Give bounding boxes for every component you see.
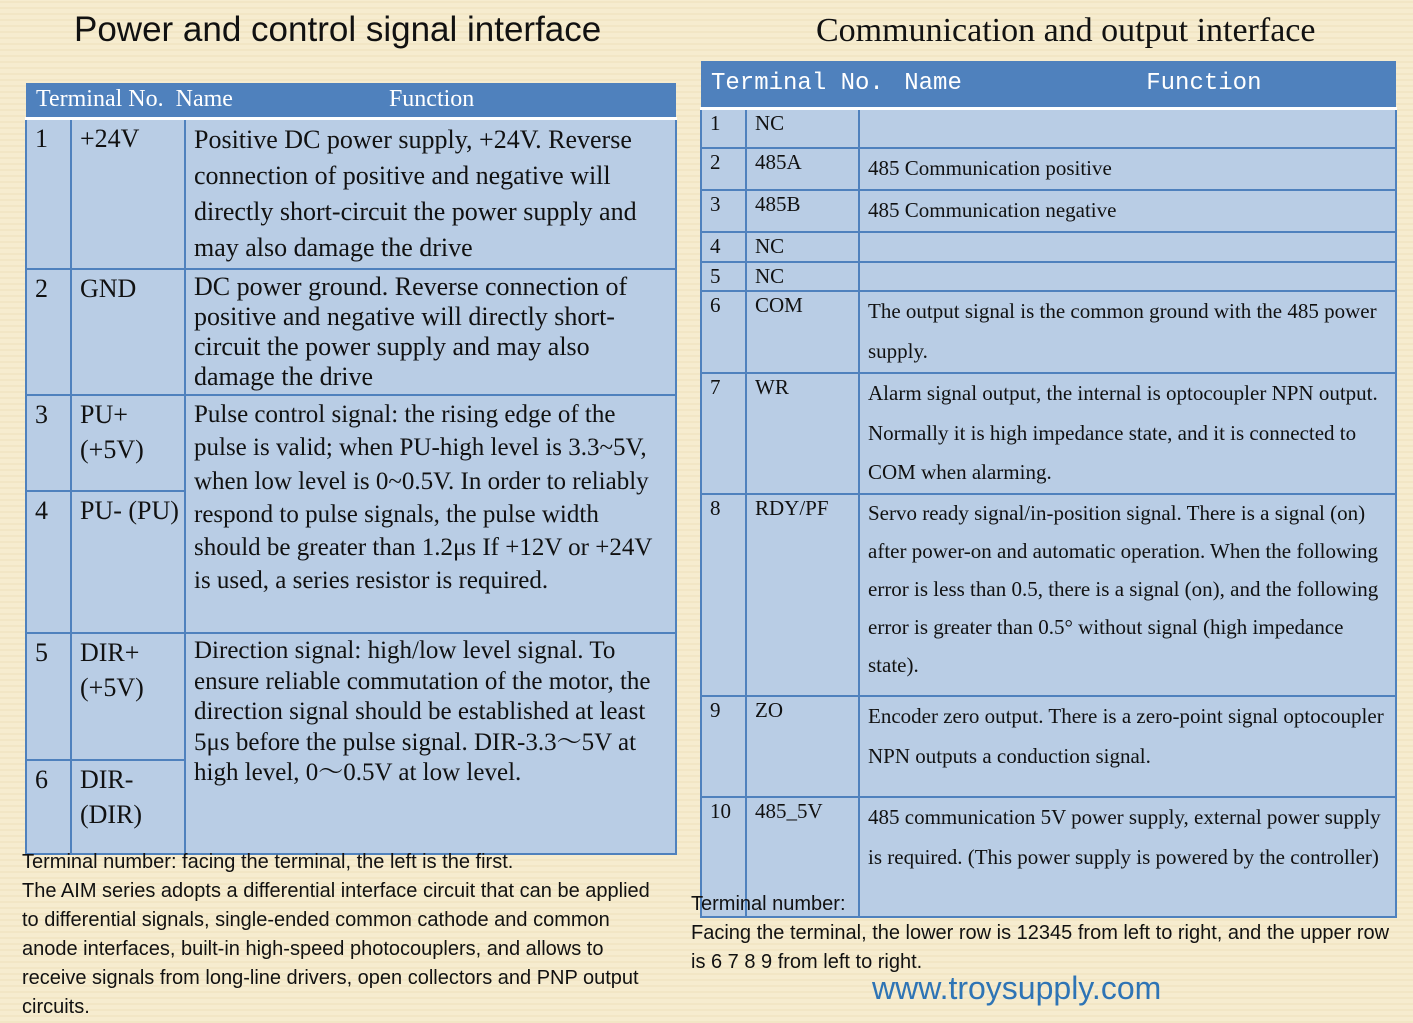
terminal-function: Servo ready signal/in-position signal. There is a signal (on) after power-on and automatic operation. When the following error is less than 0.5, there is a signal (on), and the following error is greater than 0.5° without signal (high impedance state). — [859, 494, 1396, 696]
left-note-terminal: Terminal number: facing the terminal, the left is the first. — [22, 851, 514, 873]
website-link[interactable]: www.troysupply.com — [872, 970, 1162, 1006]
table-row — [26, 395, 676, 491]
terminal-number: 1 — [701, 108, 746, 148]
terminal-name: COM — [746, 291, 859, 373]
header-name: Name — [175, 86, 233, 113]
table-row — [701, 232, 1396, 262]
table-row — [701, 262, 1396, 291]
terminal-name: PU- (PU) — [71, 491, 185, 633]
header-terminal: Terminal No. — [36, 86, 164, 113]
right-title: Communication and output interface — [816, 12, 1316, 49]
terminal-name: GND — [71, 269, 185, 396]
terminal-function: 485 Communication positive — [859, 148, 1396, 190]
table-row — [701, 494, 1396, 696]
header-terminal: Terminal No. — [711, 70, 884, 97]
terminal-number: 7 — [701, 373, 746, 495]
terminal-name: RDY/PF — [746, 494, 859, 696]
terminal-number: 6 — [701, 291, 746, 373]
terminal-function — [859, 262, 1396, 291]
table-row — [701, 190, 1396, 232]
terminal-number: 10 — [701, 797, 746, 917]
left-note-series: The AIM series adopts a differential interface circuit that can be applied to differential signals, single-ended common cathode and common anode interfaces, built-in high-speed photocouplers, and allows to receive signals from long-line drivers, open collectors and PNP output circuits. — [22, 880, 650, 1018]
header-cells — [701, 61, 1396, 108]
terminal-name: ZO — [746, 696, 859, 797]
table-row — [26, 633, 676, 760]
right-note-label: Terminal number: — [691, 893, 846, 915]
table-row — [701, 291, 1396, 373]
table-row — [701, 148, 1396, 190]
terminal-function: Pulse control signal: the rising edge of the pulse is valid; when PU-high level is 3.3~5V, when low level is 0~0.5V. In order to reliably respond to pulse signals, the pulse width should be greater than 1.2μs If +12V or +24V is used, a series resistor is required. — [185, 395, 676, 633]
table-row — [701, 696, 1396, 797]
terminal-function: 485 Communication negative — [859, 190, 1396, 232]
terminal-name: PU+ (+5V) — [71, 395, 185, 491]
terminal-function: Positive DC power supply, +24V. Reverse connection of positive and negative will directly short-circuit the power supply and may also damage the drive — [185, 119, 676, 269]
terminal-function: Direction signal: high/low level signal. To ensure reliable commutation of the motor, the direction signal should be established at least 5μs before the pulse signal. DIR-3.3～5V at high level, 0～0.5V at low level. — [185, 633, 676, 854]
terminal-name: 485_5V — [746, 797, 859, 917]
terminal-name: WR — [746, 373, 859, 495]
terminal-name: NC — [746, 108, 859, 148]
terminal-name: NC — [746, 262, 859, 291]
terminal-name: NC — [746, 232, 859, 262]
terminal-name: +24V — [71, 119, 185, 269]
terminal-function: Encoder zero output. There is a zero-point signal optocoupler NPN outputs a conduction signal. — [859, 696, 1396, 797]
table-row — [26, 269, 676, 396]
terminal-number: 4 — [701, 232, 746, 262]
header-function: Function — [388, 86, 475, 113]
header-name: Name — [904, 70, 962, 97]
power-control-table — [25, 83, 677, 855]
terminal-name: DIR- (DIR) — [71, 760, 185, 854]
right-note-detail: Facing the terminal, the lower row is 12345 from left to right, and the upper row is 6 7 8 9 from left to right. — [691, 922, 1390, 973]
left-title: Power and control signal interface — [74, 10, 602, 49]
terminal-number: 5 — [26, 633, 71, 760]
table-row — [701, 108, 1396, 148]
terminal-function: DC power ground. Reverse connection of positive and negative will directly short-circuit the power supply and may also damage the drive — [185, 269, 676, 396]
terminal-name: 485A — [746, 148, 859, 190]
terminal-number: 8 — [701, 494, 746, 696]
terminal-function — [859, 108, 1396, 148]
terminal-function: The output signal is the common ground with the 485 power supply. — [859, 291, 1396, 373]
terminal-number: 2 — [26, 269, 71, 396]
table-row — [701, 373, 1396, 495]
terminal-number: 1 — [26, 119, 71, 269]
header-row — [701, 61, 1396, 108]
terminal-number: 5 — [701, 262, 746, 291]
terminal-number: 2 — [701, 148, 746, 190]
terminal-number: 9 — [701, 696, 746, 797]
left-notes — [22, 848, 662, 1022]
communication-output-table — [700, 61, 1397, 918]
terminal-name: DIR+ (+5V) — [71, 633, 185, 760]
terminal-number: 6 — [26, 760, 71, 854]
table-row — [26, 119, 676, 269]
terminal-function: 485 communication 5V power supply, external power supply is required. (This power supply is powered by the controller) — [859, 797, 1396, 917]
header-function: Function — [1146, 70, 1262, 97]
header-row — [26, 83, 676, 119]
terminal-number: 4 — [26, 491, 71, 633]
terminal-function — [859, 232, 1396, 262]
terminal-function: Alarm signal output, the internal is optocoupler NPN output. Normally it is high impedance state, and it is connected to COM when alarming. — [859, 373, 1396, 495]
terminal-number: 3 — [26, 395, 71, 491]
terminal-name: 485B — [746, 190, 859, 232]
terminal-number: 3 — [701, 190, 746, 232]
right-notes — [691, 890, 1391, 977]
header-cells — [26, 83, 676, 119]
